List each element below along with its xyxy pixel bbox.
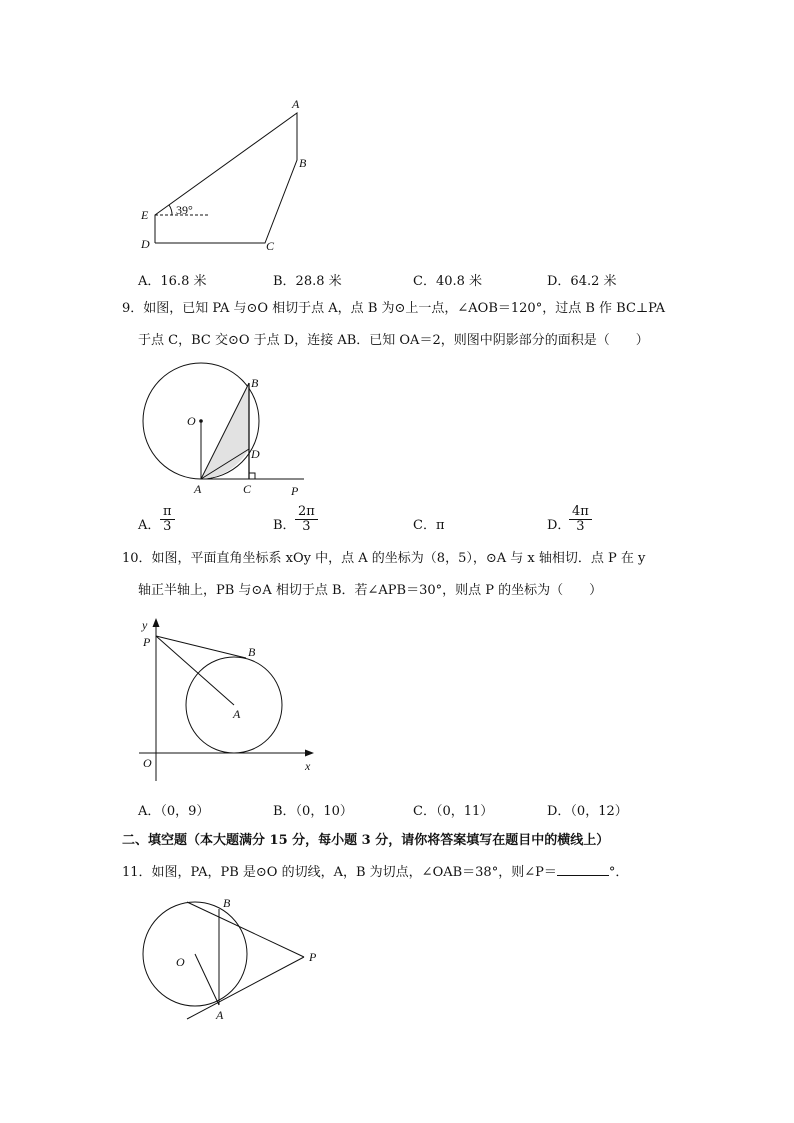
q10-text-line1: 10．如图，平面直角坐标系 xOy 中，点 A 的坐标为（8，5），⊙A 与 x 轴相切．点 P 在 y [122,551,646,566]
q10-figure [130,612,330,777]
q10-label-p: P [143,635,151,649]
q9-label-b: B [251,376,259,390]
q8-label-a: A [292,97,300,111]
q9-option-d-den: 3 [576,519,585,534]
q10-text-line2: 轴正半轴上，PB 与⊙A 相切于点 B．若∠APB＝30°，则点 P 的坐标为（ ） [138,583,603,598]
q10-segment-pb [156,636,246,658]
q9-label-d: D [251,447,260,461]
section2-title: 二、填空题（本大题满分 15 分，每小题 3 分，请你将答案填写在题目中的横线上） [122,833,610,848]
q8-label-c: C [266,239,275,253]
q9-option-b-fraction [295,505,318,534]
q10-x-arrow [305,750,314,757]
q11-label-p: P [309,950,317,964]
q9-option-a-fraction [160,505,175,534]
q11-figure [130,890,330,1025]
q9-label-a: A [194,482,202,496]
q8-option-b[interactable]: B．28.8 米 [273,274,342,289]
q8-option-c[interactable]: C．40.8 米 [413,274,483,289]
q10-option-d[interactable]: D．（0，12） [547,804,628,819]
q11-text-after: °． [608,865,629,880]
q10-segment-pa [156,636,234,705]
q9-option-d-fraction [569,505,592,534]
q8-label-e: E [141,208,149,222]
q11-label-o: O [176,955,185,969]
q9-label-c: C [243,482,252,496]
q9-label-o: O [187,414,196,428]
q10-label-x: x [305,759,311,773]
q8-option-a[interactable]: A．16.8 米 [138,274,207,289]
q9-label-p: P [291,484,299,498]
q11-radius-oa [195,954,219,1005]
q9-center-dot [199,419,203,423]
q8-quadrilateral [155,113,297,243]
q9-text-line1: 9．如图，已知 PA 与⊙O 相切于点 A，点 B 为⊙上一点，∠AOB＝120°，过点 B 作 BC⊥PA [122,301,666,316]
q8-option-d[interactable]: D．64.2 米 [547,274,617,289]
q9-option-b-num: 2π [295,505,318,520]
q9-figure [130,360,320,500]
q8-figure [130,95,330,260]
q8-angle-arc [169,205,172,215]
q9-option-d-num: 4π [569,505,592,520]
q10-option-b[interactable]: B．（0，10） [273,804,353,819]
q11-text [122,863,628,882]
q10-option-a[interactable]: A．（0，9） [138,804,210,819]
q9-text-line2: 于点 C，BC 交⊙O 于点 D，连接 AB．已知 OA＝2，则图中阴影部分的面积是（ ） [138,333,649,348]
q9-option-c[interactable]: C．π [413,518,445,533]
q11-text-before: 11．如图，PA，PB 是⊙O 的切线，A，B 为切点，∠OAB＝38°，则∠P＝ [122,865,557,880]
q8-label-b: B [299,156,307,170]
q10-label-o: O [143,756,152,770]
q9-option-a-den: 3 [163,519,172,534]
q9-option-b-letter[interactable]: B． [273,518,296,533]
q9-option-d-letter[interactable]: D． [547,518,571,533]
q11-label-b: B [223,896,231,910]
q10-label-y: y [142,618,148,632]
q9-option-a-letter[interactable]: A． [138,518,161,533]
q9-right-angle-mark [249,473,255,479]
q10-label-b: B [248,645,256,659]
q10-label-a: A [233,707,241,721]
q10-y-arrow [153,618,160,627]
q9-option-a-num: π [160,505,175,520]
q8-label-d: D [141,237,150,251]
q8-angle-label: 39° [176,203,193,217]
q9-option-b-den: 3 [302,519,311,534]
q11-tangent-pb [187,902,304,957]
q11-answer-blank[interactable] [557,863,609,876]
q11-label-a: A [216,1008,224,1022]
q10-option-c[interactable]: C．（0，11） [413,804,494,819]
